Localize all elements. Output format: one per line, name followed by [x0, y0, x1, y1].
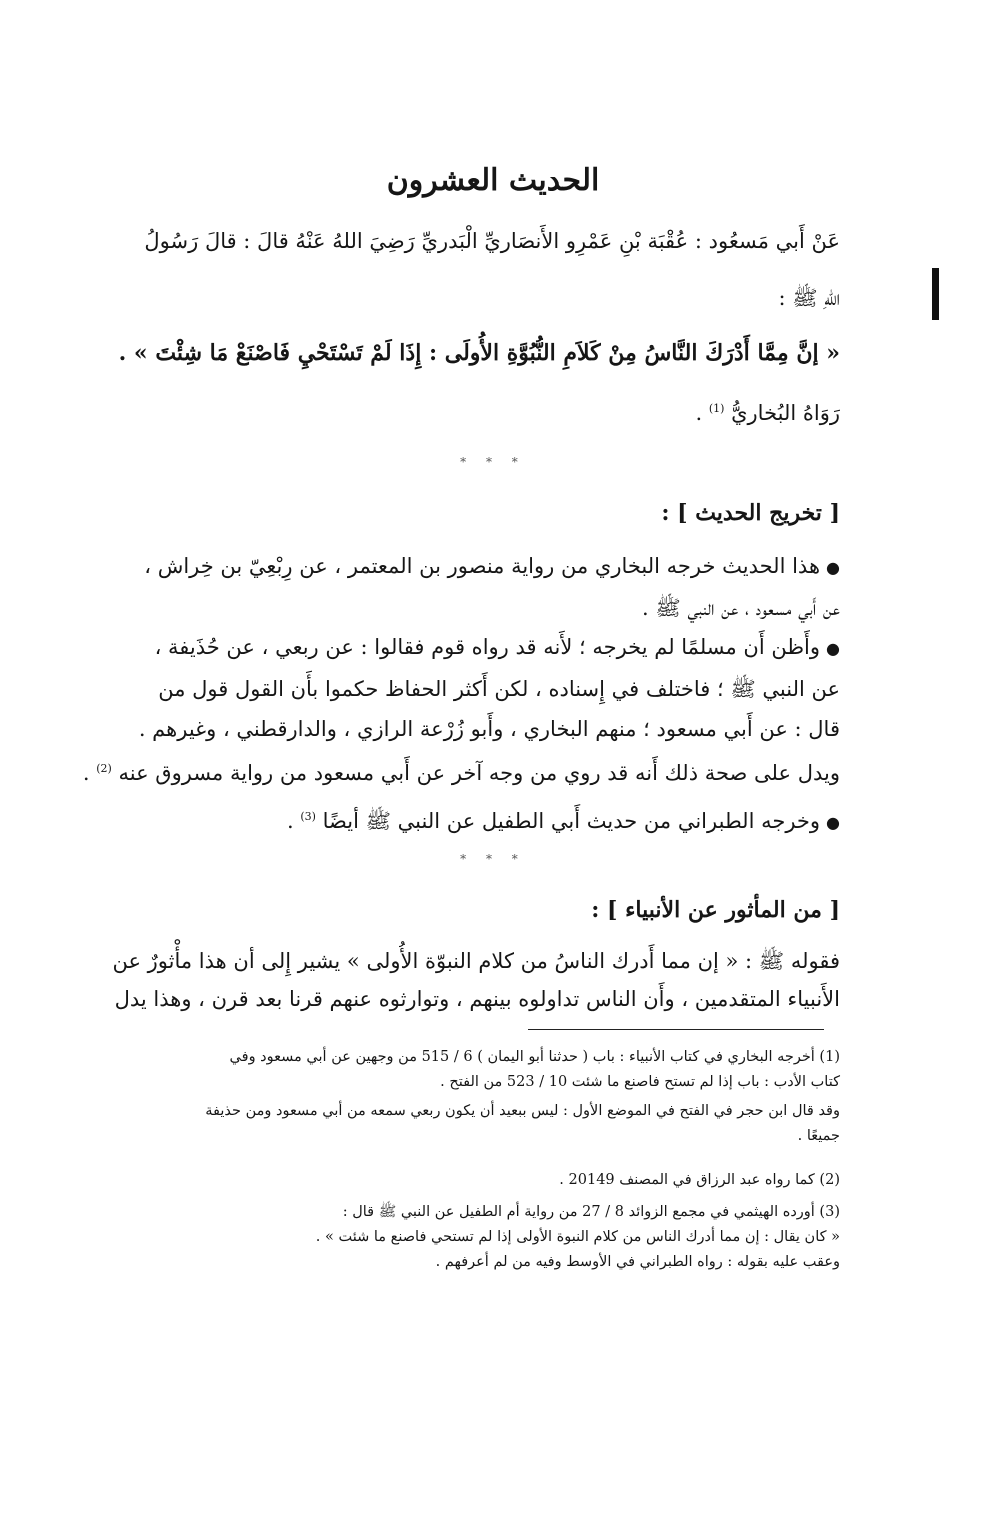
margin-marker-bar — [932, 268, 939, 320]
footnote-3-line-2: « كان يقال : إن مما أدرك الناس من كلام النبوة الأولى إذا لم تستحي فاصنع ما شئت » . — [315, 1229, 840, 1245]
hadith-intro-line-1: عَنْ أَبي مَسعُود : عُقْبَة بْنِ عَمْرِو الأَنصَاريِّ الْبَدريِّ رَضِيَ اللهُ عَنْهُ قالَ : قالَ رَسُولُ — [144, 229, 840, 253]
footnote-3-line-3: وعقب عليه بقوله : رواه الطبراني في الأوسط وفيه من لم أعرفهم . — [435, 1254, 840, 1270]
footnote-1-line-2: كتاب الأدب : باب إذا لم تستح فاصنع ما شئت 10 / 523 من الفتح . — [440, 1074, 840, 1090]
footnote-3 — [150, 1200, 840, 1275]
footnote-3-line-1: (3) أورده الهيثمي في مجمع الزوائد 8 / 27 من رواية أم الطفيل عن النبي ﷺ قال : — [342, 1204, 840, 1220]
bullet-icon: ● — [826, 813, 840, 832]
footnote-ref-1: (1) — [708, 402, 725, 415]
takhrij-paragraph-3 — [150, 800, 840, 840]
section-separator-2: * * * — [460, 852, 526, 866]
section-heading-takhrij: [ تخريج الحديث ] : — [661, 500, 840, 526]
hadith-text: « إنَّ مِمَّا أَدْرَكَ النَّاسُ مِنْ كَلاَمِ النُّبُوَّةِ الأُولَى : إِذَا لَمْ تَسْتَحْيِ فَاصْنَعْ مَا شِئْتَ » . — [118, 340, 840, 366]
takhrij-paragraph-2 — [82, 630, 840, 790]
hadith-intro-2 — [150, 281, 840, 315]
takhrij-p1-line-2: عن أَبي مسعود ، عن النبي ﷺ . — [642, 596, 840, 620]
narrator-text: رَوَاهُ البُخاريُّ — [731, 401, 840, 425]
footnote-1 — [150, 1045, 840, 1149]
footnote-2-line: (2) كما رواه عبد الرزاق في المصنف 20149 . — [559, 1172, 840, 1188]
hadith-narrator — [150, 392, 840, 430]
mathur-paragraph — [112, 944, 840, 1016]
takhrij-p3-line-1: ●وخرجه الطبراني من حديث أَبي الطفيل عن النبي ﷺ أيضًا $^{(3)}$ . — [287, 809, 840, 833]
takhrij-p2-line-2: عن النبي ﷺ ؛ فاختلف في إِسناده ، لكن أَكثر الحفاظ حكموا بأَن القول قول من — [158, 677, 840, 701]
takhrij-p2-line-1: ●وأَظن أَن مسلمًا لم يخرجه ؛ لأَنه قد رواه قوم فقالوا : عن ربعي ، عن حُذَيفة ، — [154, 635, 840, 659]
footnote-ref-2: (2) — [96, 762, 112, 775]
mathur-line-2: الأَنبياء المتقدمين ، وأَن الناس تداولوه بينهم ، وتوارثوه عنهم قرنا بعد قرن ، وهذا يدل — [114, 987, 840, 1011]
page-title: الحديث العشرون — [386, 163, 600, 198]
takhrij-p2-line-3: قال : عن أَبي مسعود ؛ منهم البخاري ، وأَبو زُرْعة الرازي ، والدارقطني ، وغيرهم . — [138, 717, 840, 741]
footnote-2 — [150, 1168, 840, 1193]
footnote-1-line-3: وقد قال ابن حجر في الفتح في الموضع الأول : ليس ببعيد أن يكون ربعي سمعه من أبي مسعود ومن حذيفة — [205, 1103, 840, 1119]
takhrij-paragraph-1 — [144, 549, 840, 625]
takhrij-p2-line-4: ويدل على صحة ذلك أَنه قد روي من وجه آخر عن أَبي مسعود من رواية مسروق عنه $^{(2)}$ . — [82, 761, 840, 785]
hadith-intro-line-2: اللهِ ﷺ : — [778, 286, 840, 310]
footnote-1-line-4: جميعًا . — [797, 1128, 840, 1144]
footnote-divider — [528, 1029, 824, 1030]
takhrij-p1-line-1: ●هذا الحديث خرجه البخاري من رواية منصور بن المعتمر ، عن رِبْعِيّ بن خِراش ، — [144, 554, 840, 578]
hadith-intro — [144, 224, 840, 258]
footnote-1-line-1: (1) أخرجه البخاري في كتاب الأنبياء : باب ( حدثنا أبو اليمان ) 6 / 515 من وجهين عن أبي مسعود وفي — [229, 1049, 840, 1065]
bullet-icon: ● — [826, 639, 840, 658]
footnote-ref-3: (3) — [300, 810, 316, 823]
narrator-end: . — [695, 401, 703, 425]
section-separator: * * * — [460, 455, 526, 469]
hadith-matn — [118, 336, 840, 370]
section-heading-mathur: [ من المأثور عن الأنبياء ] : — [591, 897, 840, 923]
mathur-line-1: فقوله ﷺ : « إن مما أَدرك الناسُ من كلام النبوّة الأُولى » يشير إِلى أن هذا مأْثورٌ عن — [112, 949, 840, 973]
bullet-icon: ● — [826, 558, 840, 577]
narrator-line — [150, 392, 840, 430]
